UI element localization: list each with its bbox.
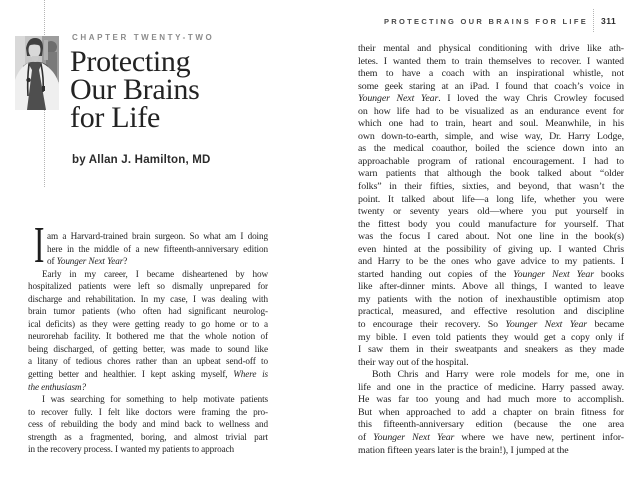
text-line: started handing out copies of the Younger Next Year books — [358, 268, 624, 280]
text-line: a litany of tedious chores rather than an upbeat send-off to — [28, 356, 268, 367]
text-line: approachable program of rational encouragement. I had to — [358, 155, 624, 167]
text-line: hospitalized patients were left so dismally unprepared for — [28, 281, 268, 292]
running-header: PROTECTING OUR BRAINS FOR LIFE — [384, 17, 588, 26]
text-line: neurorehab facility. It bothered me that the whole notion of — [28, 331, 268, 342]
text-line: discharge and rehabilitation. In my case, I was dealing with — [28, 293, 268, 304]
text-line: like after-dinner mints. Above all things, I wanted to leave — [358, 281, 624, 293]
text-line: even hinted at the possibility of giving up. I wanted Chris — [358, 243, 624, 255]
text-line: of Younger Next Year where we have new, pertinent infor- — [358, 431, 624, 443]
text-line: Younger Next Year. I loved the way Chris Crowley focused — [358, 93, 624, 105]
text-line: warn patients that although the book talked about “older — [358, 168, 624, 180]
text-line: to encourage their recovery. So Younger Next Year became — [358, 319, 624, 331]
text-line: the fittest body you could manufacture for yourself. That — [358, 218, 624, 230]
text-line: getting better and healthier. I kept asking myself, Where is — [28, 369, 268, 380]
drop-cap: I — [34, 217, 45, 274]
text-line: the enthusiasm? — [28, 381, 86, 392]
text-line: their mental and physical conditioning with drive like ath- — [358, 43, 624, 54]
text-line: and Harry to be the ones who gave advice to my patients. I — [358, 256, 624, 268]
text-line: this fifteenth-anniversary edition (because the one area — [358, 419, 624, 431]
text-line: folks” in their fifties, sixties, and beyond, that wasn’t the — [358, 181, 624, 193]
author-portrait-image — [15, 36, 59, 110]
text-line: as the medical coauthor, boiled the science down into an — [358, 143, 624, 155]
paragraph — [28, 268, 268, 393]
chapter-title-line: Protecting — [70, 45, 191, 78]
text-line: them to have a coach with an inspirational whistle, not — [358, 68, 624, 80]
author-byline: by Allan J. Hamilton, MD — [72, 154, 211, 166]
text-line: own down-to-earth, simple, and wise way, Dr. Harry Lodge, — [358, 130, 624, 142]
chapter-title-line: Our Brains — [70, 73, 200, 106]
text-line: I was searching for something to help motivate patients — [42, 394, 268, 405]
text-line: to recover fully. I felt like doctors were framing the pro- — [28, 406, 268, 417]
text-line: which one had to train, heart and soul. Meanwhile, in his — [358, 118, 624, 130]
page-number: 311 — [601, 16, 617, 26]
text-line: cess of rebuilding the body and mind back to wellness and — [28, 419, 268, 430]
author-photo — [15, 36, 59, 110]
paragraph — [358, 369, 624, 457]
text-line: He was far too young and had much more to accomplish. — [358, 394, 624, 406]
text-line: Both Chris and Harry were role models for me, one in — [372, 369, 624, 381]
left-page-body — [28, 217, 268, 456]
text-line: twenty or seventy years old—where you put yourself in — [358, 206, 624, 218]
text-line: am a Harvard-trained brain surgeon. So what am I doing — [47, 231, 268, 241]
text-line: was the focus I cared about. Not one line in the book(s) — [358, 231, 624, 243]
text-line: But when approached to add a chapter on brain fitness for — [358, 406, 624, 418]
text-line: their way out of the hospital. — [358, 356, 469, 368]
text-line: point. It talked about life—a long life, whether you were — [358, 193, 624, 205]
paragraph — [28, 393, 268, 456]
text-line: my patients with the notion of inexhaustible optimism atop — [358, 293, 624, 305]
text-line: strength as a fragmented, boring, and almost trivial part — [28, 431, 268, 442]
chapter-title — [70, 45, 200, 134]
text-line: some geek staring at an iPad. I found that coach’s voice in — [358, 80, 624, 92]
text-line: life and one in the practice of medicine. Harry passed away. — [358, 381, 624, 393]
chapter-label: CHAPTER TWENTY-TWO — [72, 33, 215, 42]
text-line: letes. I wanted them to train themselves to recover. I wanted — [358, 55, 624, 67]
text-line: Early in my career, I became disheartened by how — [42, 268, 268, 279]
header-dotted-rule — [593, 9, 594, 32]
text-line: here in the middle of a new fifteenth-anniversary edition — [47, 243, 268, 254]
text-line: ical deficits) as they were getting ready to go home or to a — [28, 318, 268, 329]
text-line: practical, measured, and effective resolution and discipline — [358, 306, 624, 318]
text-line: brain tumor patients (who often had significant neurolog- — [28, 306, 268, 317]
text-line: mation fifteen years later is the brain!), I jumped at the — [358, 444, 569, 456]
chapter-title-line: for Life — [70, 101, 161, 134]
text-line: of Younger Next Year? — [47, 256, 128, 267]
right-page-body — [358, 43, 624, 457]
text-line: on how life had to be visualized as an endurance event for — [358, 105, 624, 117]
text-line: my bible. I even told patients they would get a copy only if — [358, 331, 624, 343]
right-page — [320, 0, 640, 499]
text-line: I saw them in their sweatpants and sneakers as they made — [358, 344, 624, 356]
paragraph — [358, 43, 624, 369]
text-line: being discharged, of getting better, was made to sound like — [28, 343, 268, 354]
text-line: in the recovery process. I wanted my patients to approach — [28, 444, 235, 455]
